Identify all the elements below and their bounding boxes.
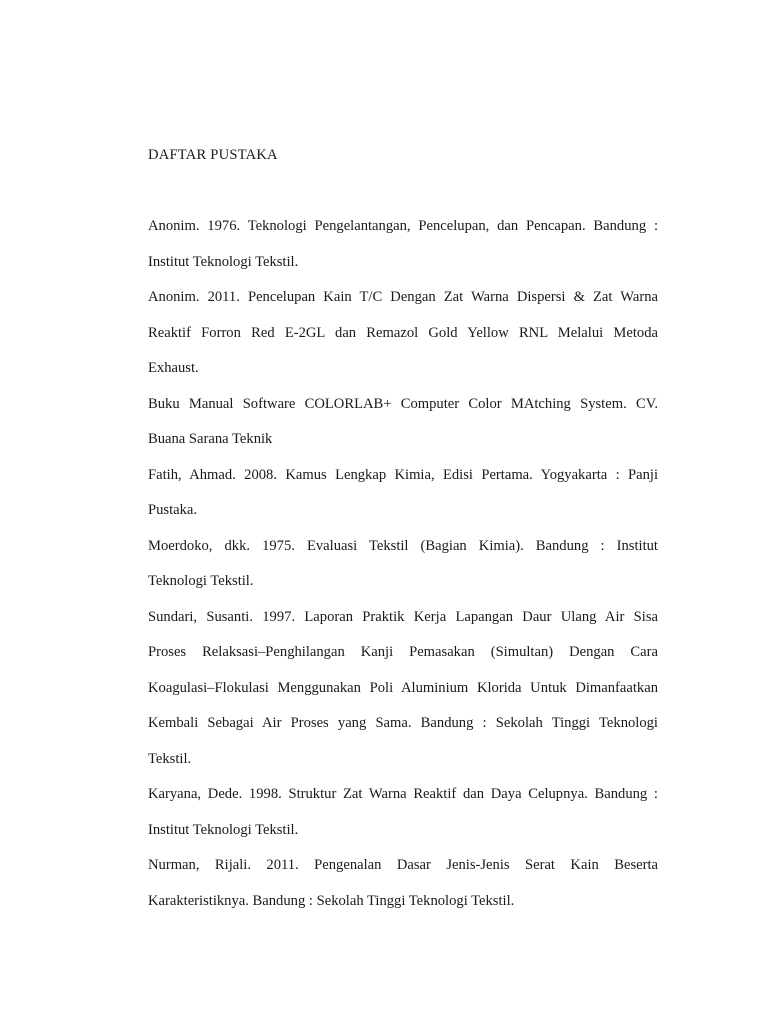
reference-line: Sundari, Susanti. 1997. Laporan Praktik Kerja Lapangan Daur Ulang Air Sisa	[148, 608, 658, 625]
reference-line: Nurman, Rijali. 2011. Pengenalan Dasar Jenis-Jenis Serat Kain Beserta	[148, 857, 658, 873]
reference-line: Exhaust.	[148, 360, 199, 376]
reference-line: Proses Relaksasi–Penghilangan Kanji Pemasakan (Simultan) Dengan Cara	[148, 644, 658, 660]
page-title: DAFTAR PUSTAKA	[148, 147, 278, 163]
reference-line: Pustaka.	[148, 502, 198, 518]
reference-line: Buana Sarana Teknik	[148, 431, 273, 447]
reference-line: Institut Teknologi Tekstil.	[148, 821, 299, 838]
reference-line: Anonim. 2011. Pencelupan Kain T/C Dengan Zat Warna Dispersi & Zat Warna	[148, 289, 658, 305]
reference-line: Teknologi Tekstil.	[148, 573, 254, 589]
reference-line: Koagulasi–Flokulasi Menggunakan Poli Aluminium Klorida Untuk Dimanfaatkan	[148, 679, 658, 696]
reference-line: Kembali Sebagai Air Proses yang Sama. Bandung : Sekolah Tinggi Teknologi	[148, 715, 658, 731]
reference-line: Reaktif Forron Red E-2GL dan Remazol Gold Yellow RNL Melalui Metoda	[148, 324, 658, 341]
reference-line: Buku Manual Software COLORLAB+ Computer Color MAtching System. CV.	[148, 395, 658, 412]
reference-line: Moerdoko, dkk. 1975. Evaluasi Tekstil (Bagian Kimia). Bandung : Institut	[148, 537, 658, 554]
reference-line: Karakteristiknya. Bandung : Sekolah Tinggi Teknologi Tekstil.	[148, 892, 515, 909]
reference-line: Anonim. 1976. Teknologi Pengelantangan, Pencelupan, dan Pencapan. Bandung :	[148, 218, 658, 234]
reference-line: Tekstil.	[148, 750, 192, 767]
reference-line: Karyana, Dede. 1998. Struktur Zat Warna Reaktif dan Daya Celupnya. Bandung :	[148, 786, 658, 802]
reference-line: Fatih, Ahmad. 2008. Kamus Lengkap Kimia, Edisi Pertama. Yogyakarta : Panji	[148, 466, 658, 483]
reference-line: Institut Teknologi Tekstil.	[148, 253, 299, 270]
